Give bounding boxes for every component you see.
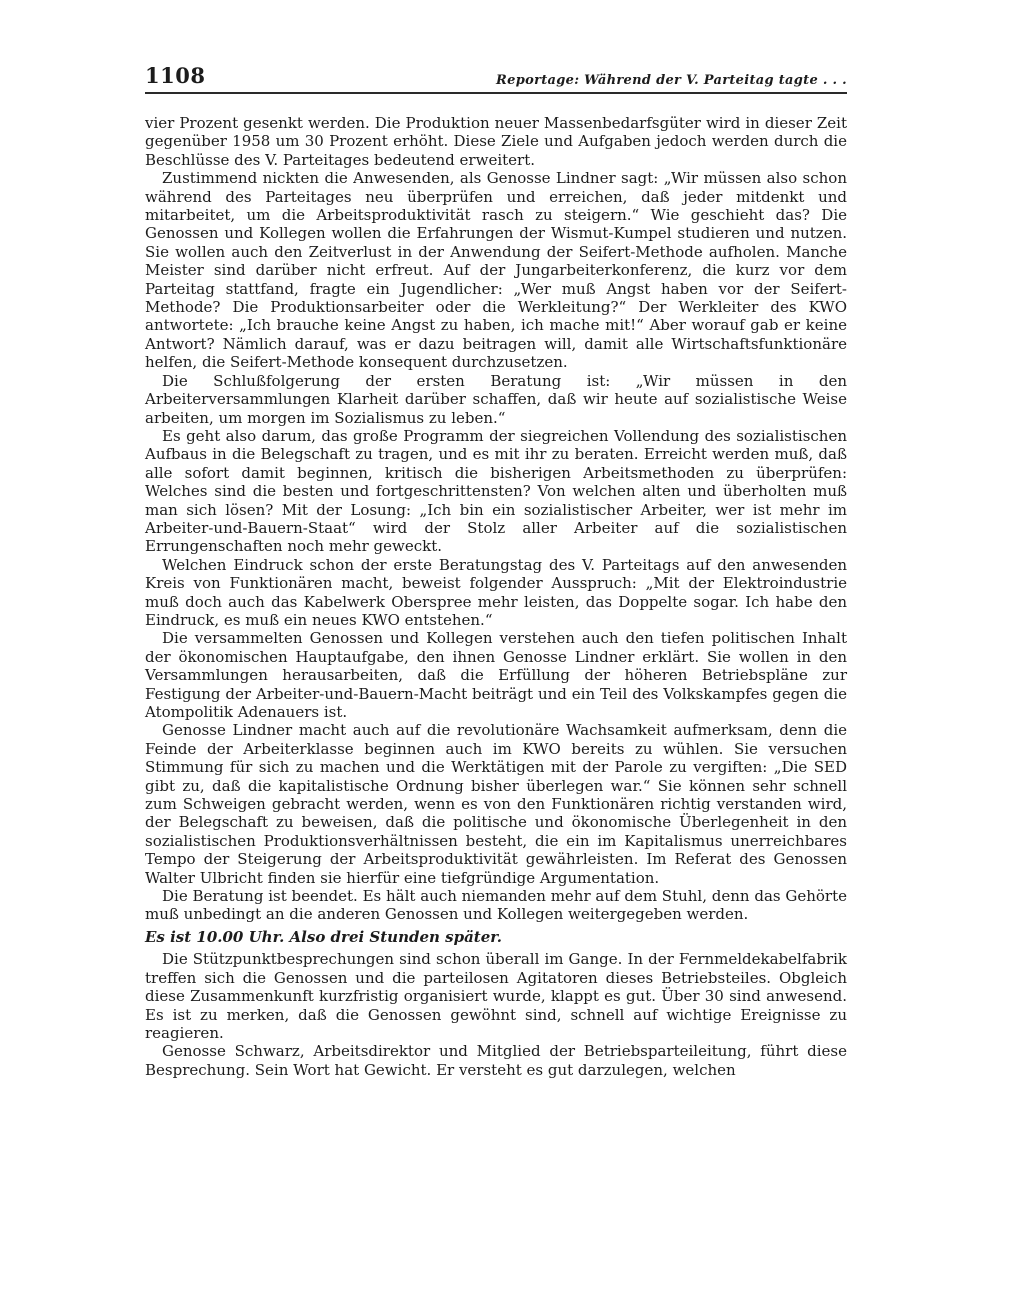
paragraph: Es geht also darum, das große Programm der siegreichen Vollendung des sozialistischen Aufbaus in die Belegschaft zu tragen, und es mit ihr zu beraten. Erreicht werden muß, daß alle sofort damit beginnen, kritisch die bisherigen Arbeitsmethoden zu überprüfen: Welches sind die besten und fortgeschrittensten? Von welchen alten und überholten muß man sich lösen? Mit der Losung: „Ich bin ein sozialistischer Arbeiter, wer ist mehr im Arbeiter-und-Bauern-Staat“ wird der Stolz aller Arbeiter auf die sozialistischen Errungenschaften noch mehr geweckt. <box>145 426 847 556</box>
section-heading: Es ist 10.00 Uhr. Also drei Stunden später. <box>145 927 503 946</box>
body-text <box>145 114 847 1079</box>
paragraph: Die Beratung ist beendet. Es hält auch niemanden mehr auf dem Stuhl, denn das Gehörte muß unbedingt an die anderen Genossen und Kollegen weitergegeben werden. <box>145 887 847 924</box>
paragraph: Welchen Eindruck schon der erste Beratungstag des V. Parteitags auf den anwesenden Kreis von Funktionären macht, beweist folgender Ausspruch: „Mit der Elektroindustrie muß doch auch das Kabelwerk Oberspree mehr leisten, das Doppelte sogar. Ich habe den Eindruck, es muß ein neues KWO entstehen.“ <box>145 555 847 629</box>
running-title: Reportage: Während der V. Parteitag tagte . . . <box>496 73 847 88</box>
document-page <box>145 58 847 1079</box>
paragraph: Die versammelten Genossen und Kollegen verstehen auch den tiefen politischen Inhalt der ökonomischen Hauptaufgabe, den ihnen Genosse Lindner erklärt. Sie wollen in den Versammlungen herausarbeiten, daß die Erfüllung der höheren Betriebspläne zur Festigung der Arbeiter-und-Bauern-Macht beiträgt und ein Teil des Volkskampfes gegen die Atompolitik Adenauers ist. <box>145 629 847 721</box>
page-number: 1108 <box>145 63 206 88</box>
paragraph: Die Schlußfolgerung der ersten Beratung ist: „Wir müssen in den Arbeiterversammlungen Klarheit darüber schaffen, daß wir heute auf sozialistische Weise arbeiten, um morgen im Sozialismus zu leben.“ <box>145 371 847 427</box>
running-header <box>145 58 847 94</box>
paragraph: Genosse Lindner macht auch auf die revolutionäre Wachsamkeit aufmerksam, denn die Feinde der Arbeiterklasse beginnen auch im KWO bereits zu wühlen. Sie versuchen Stimmung für sich zu machen und die Werktätigen mit der Parole zu vergiften: „Die SED gibt zu, daß die kapitalistische Ordnung bisher überlegen war.“ Sie können sehr schnell zum Schweigen gebracht werden, wenn es von den Funktionären richtig verstanden wird, der Belegschaft zu beweisen, daß die politische und ökonomische Überlegenheit in den sozialistischen Produktionsverhältnissen besteht, die ein im Kapitalismus unerreichbares Tempo der Steigerung der Arbeitsproduktivität gewährleisten. Im Referat des Genossen Walter Ulbricht finden sie hierfür eine tiefgründige Argumentation. <box>145 721 847 887</box>
paragraph: Genosse Schwarz, Arbeitsdirektor und Mitglied der Betriebsparteileitung, führt diese Besprechung. Sein Wort hat Gewicht. Er versteht es gut darzulegen, welchen <box>145 1042 847 1079</box>
paragraph: Die Stützpunktbesprechungen sind schon überall im Gange. In der Fernmeldekabelfabrik treffen sich die Genossen und die parteilosen Agitatoren dieses Betriebsteiles. Obgleich diese Zusammenkunft kurzfristig organisiert wurde, klappt es gut. Über 30 sind anwesend. Es ist zu merken, daß die Genossen gewöhnt sind, schnell auf wichtige Ereignisse zu reagieren. <box>145 950 847 1042</box>
paragraph: Zustimmend nickten die Anwesenden, als Genosse Lindner sagt: „Wir müssen also schon während des Parteitages neu überprüfen und erreichen, daß jeder mitdenkt und mitarbeitet, um die Arbeitsproduktivität rasch zu steigern.“ Wie geschieht das? Die Genossen und Kollegen wollen die Erfahrungen der Wismut-Kumpel studieren und nutzen. Sie wollen auch den Zeitverlust in der Anwendung der Seifert-Methode aufholen. Manche Meister sind darüber nicht erfreut. Auf der Jungarbeiterkonferenz, die kurz vor dem Parteitag stattfand, fragte ein Jugendlicher: „Wer muß Angst haben vor der Seifert-Methode? Die Produktionsarbeiter oder die Werkleitung?“ Der Werkleiter des KWO antwortete: „Ich brauche keine Angst zu haben, ich mache mit!“ Aber worauf gab er keine Antwort? Nämlich darauf, was er dazu beitragen will, damit alle Wirtschaftsfunktionäre helfen, die Seifert-Methode konsequent durchzusetzen. <box>145 169 847 372</box>
paragraph: vier Prozent gesenkt werden. Die Produktion neuer Massenbedarfsgüter wird in dieser Zeit gegenüber 1958 um 30 Prozent erhöht. Diese Ziele und Aufgaben jedoch werden durch die Beschlüsse des V. Parteitages bedeutend erweitert. <box>145 114 847 169</box>
